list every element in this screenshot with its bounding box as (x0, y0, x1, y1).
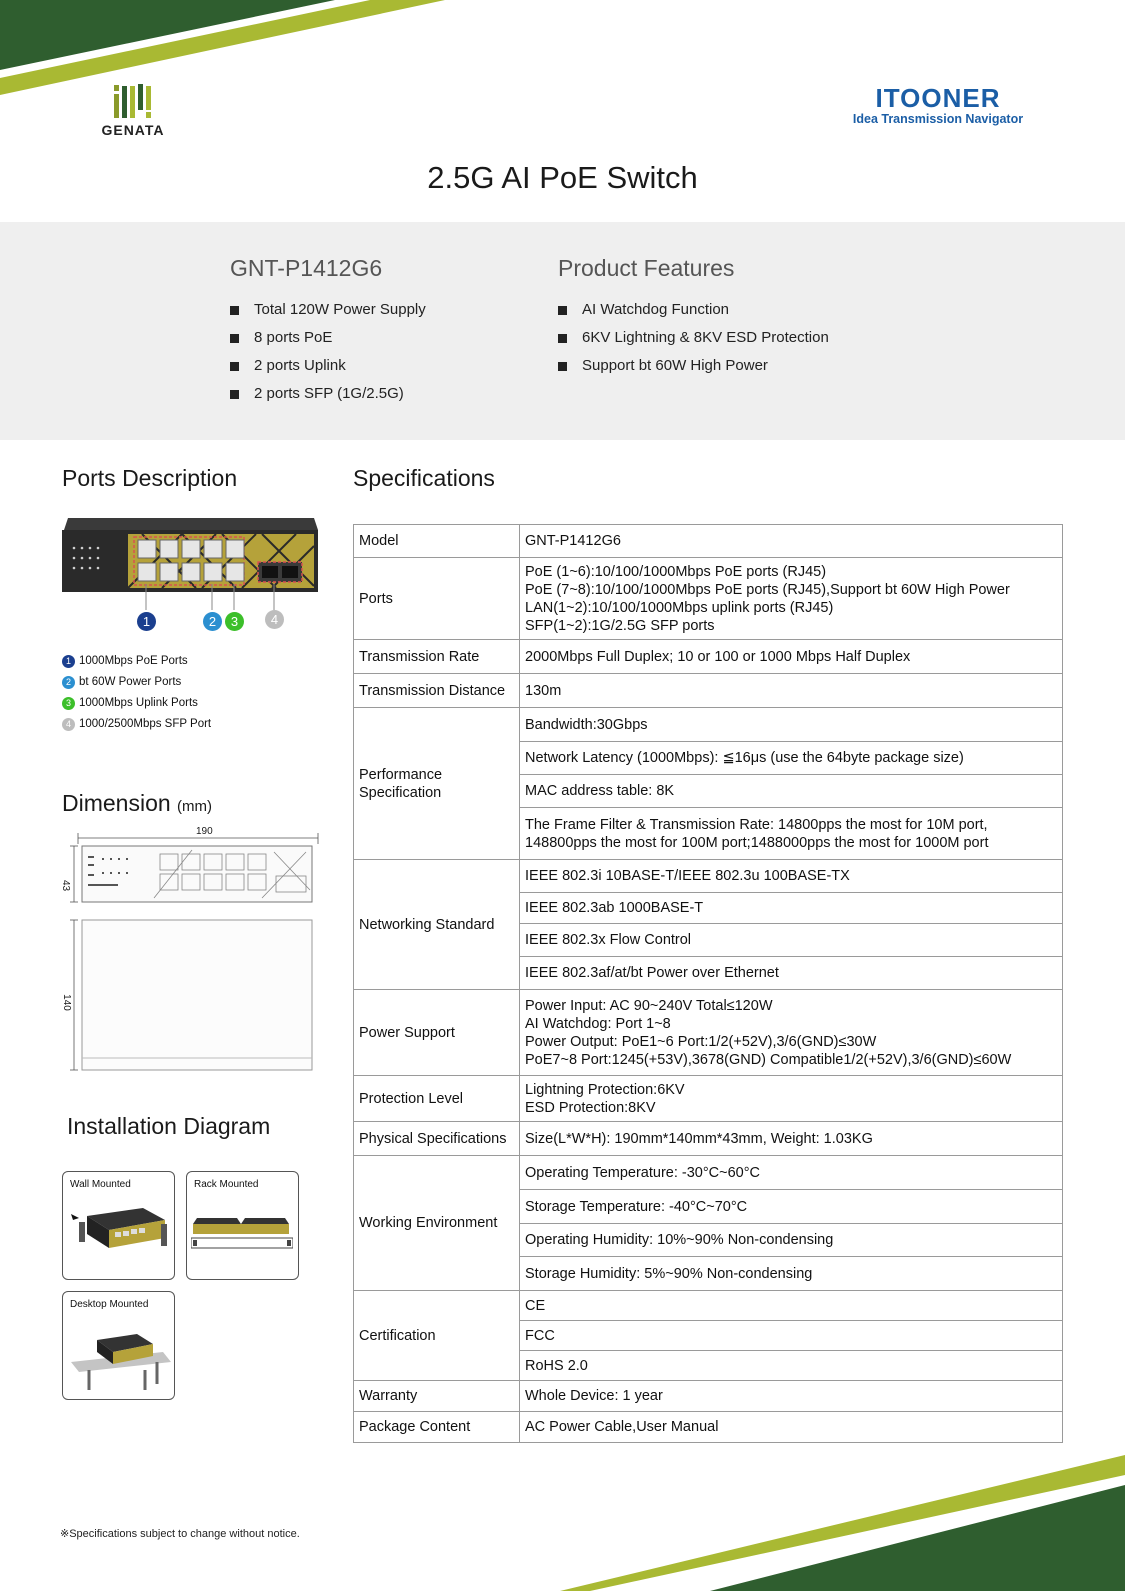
feature-bullet: Support bt 60W High Power (558, 352, 829, 380)
spec-value: IEEE 802.3ab 1000BASE-T (520, 893, 1063, 924)
dimension-front-drawing (62, 828, 324, 1078)
install-wall-mounted (62, 1171, 175, 1280)
legend-num: 3 (62, 697, 75, 710)
model-bullet: 2 ports SFP (1G/2.5G) (230, 380, 426, 408)
spec-value: 2000Mbps Full Duplex; 10 or 100 or 1000 Mbps Half Duplex (520, 640, 1063, 674)
table-row (354, 1291, 1063, 1321)
spec-line: AI Watchdog: Port 1~8 (525, 1015, 671, 1032)
genata-logo (98, 82, 168, 138)
spec-label: Transmission Distance (354, 674, 520, 708)
dimension-heading-text: Dimension (62, 790, 171, 816)
genata-logo-text: GENATA (101, 122, 165, 138)
spec-value: Size(L*W*H): 190mm*140mm*43mm, Weight: 1.03KG (520, 1122, 1063, 1156)
spec-value (520, 558, 1063, 640)
install-caption: Desktop Mounted (70, 1299, 149, 1310)
callout-4: 4 (265, 610, 284, 629)
spec-value: FCC (520, 1321, 1063, 1351)
legend-label: bt 60W Power Ports (79, 676, 182, 688)
itooner-tagline: Idea Transmission Navigator (852, 112, 1024, 126)
callout-1: 1 (137, 612, 156, 631)
spec-line: Lightning Protection:6KV (525, 1081, 685, 1098)
legend-item (62, 651, 211, 672)
spec-line: LAN(1~2):10/100/1000Mbps uplink ports (RJ45) (525, 599, 834, 616)
dimension-width-label: 190 (196, 826, 213, 837)
spec-label: Networking Standard (354, 860, 520, 990)
spec-value: 130m (520, 674, 1063, 708)
legend-label: 1000/2500Mbps SFP Port (79, 718, 212, 730)
specifications-table (353, 524, 1063, 1443)
spec-line: PoE7~8 Port:1245(+53V),3678(GND) Compatible1/2(+52V),3/6(GND)≤60W (525, 1051, 1012, 1068)
spec-value: RoHS 2.0 (520, 1351, 1063, 1381)
table-row (354, 708, 1063, 742)
spec-line: ESD Protection:8KV (525, 1099, 656, 1116)
spec-line: SFP(1~2):1G/2.5G SFP ports (525, 617, 715, 634)
top-decoration (0, 0, 460, 100)
spec-label: Transmission Rate (354, 640, 520, 674)
installation-heading: Installation Diagram (67, 1113, 271, 1139)
footnote: ※Specifications subject to change without notice. (60, 1528, 300, 1540)
ports-heading: Ports Description (62, 465, 238, 491)
spec-value: Storage Temperature: -40°C~70°C (520, 1190, 1063, 1224)
model-bullet: 8 ports PoE (230, 324, 426, 352)
spec-value: Network Latency (1000Mbps): ≦16μs (use the 64byte package size) (520, 742, 1063, 775)
model-bullet: 2 ports Uplink (230, 352, 426, 380)
legend-label: 1000Mbps PoE Ports (79, 655, 188, 667)
specifications-heading: Specifications (353, 465, 495, 491)
table-row (354, 525, 1063, 558)
spec-value: Operating Temperature: -30°C~60°C (520, 1156, 1063, 1190)
itooner-logo-text: ITOONER (875, 83, 1001, 113)
table-row (354, 558, 1063, 640)
spec-label: Physical Specifications (354, 1122, 520, 1156)
spec-line: PoE (1~6):10/100/1000Mbps PoE ports (RJ45) (525, 563, 827, 580)
table-row (354, 640, 1063, 674)
legend-num: 4 (62, 718, 75, 731)
spec-line: Power Output: PoE1~6 Port:1/2(+52V),3/6(GND)≤30W (525, 1033, 877, 1050)
legend-item (62, 714, 211, 735)
spec-value: IEEE 802.3i 10BASE-T/IEEE 802.3u 100BASE-TX (520, 860, 1063, 893)
ports-legend (62, 651, 211, 735)
legend-label: 1000Mbps Uplink Ports (79, 697, 198, 709)
table-row (354, 1381, 1063, 1412)
table-row (354, 1156, 1063, 1190)
table-row (354, 1076, 1063, 1122)
model-heading: GNT-P1412G6 (230, 255, 383, 281)
spec-label: Performance Specification (354, 708, 520, 860)
spec-label: Protection Level (354, 1076, 520, 1122)
spec-value: AC Power Cable,User Manual (520, 1412, 1063, 1443)
table-row (354, 860, 1063, 893)
install-desktop-mounted (62, 1291, 175, 1400)
spec-value: Storage Humidity: 5%~90% Non-condensing (520, 1257, 1063, 1291)
dimension-depth-label: 140 (60, 994, 72, 1011)
legend-num: 1 (62, 655, 75, 668)
spec-value: IEEE 802.3x Flow Control (520, 924, 1063, 957)
spec-label: Power Support (354, 990, 520, 1076)
spec-line: PoE (7~8):10/100/1000Mbps PoE ports (RJ45),Support bt 60W High Power (525, 581, 1010, 598)
spec-value (520, 990, 1063, 1076)
install-caption: Rack Mounted (194, 1179, 259, 1190)
spec-value: Operating Humidity: 10%~90% Non-condensing (520, 1224, 1063, 1257)
table-row (354, 674, 1063, 708)
itooner-logo (843, 84, 1033, 126)
page-title: 2.5G AI PoE Switch (427, 160, 698, 195)
model-bullet: Total 120W Power Supply (230, 296, 426, 324)
table-row (354, 1122, 1063, 1156)
features-heading: Product Features (558, 255, 735, 281)
spec-label: Certification (354, 1291, 520, 1381)
spec-label: Warranty (354, 1381, 520, 1412)
spec-value (520, 1076, 1063, 1122)
spec-value: IEEE 802.3af/at/bt Power over Ethernet (520, 957, 1063, 990)
install-rack-mounted (186, 1171, 299, 1280)
install-caption: Wall Mounted (70, 1179, 131, 1190)
spec-value: The Frame Filter & Transmission Rate: 14800pps the most for 10M port, 148800pps the most for 100M port;1488000pps the most for 1000M port (520, 808, 1063, 860)
spec-value: Bandwidth:30Gbps (520, 708, 1063, 742)
dimension-height-label: 43 (60, 879, 72, 892)
table-row (354, 1412, 1063, 1443)
feature-bullet: 6KV Lightning & 8KV ESD Protection (558, 324, 829, 352)
legend-item (62, 693, 211, 714)
spec-value: MAC address table: 8K (520, 775, 1063, 808)
spec-label: Package Content (354, 1412, 520, 1443)
callout-2: 2 (203, 612, 222, 631)
spec-label: Working Environment (354, 1156, 520, 1291)
dimension-unit: (mm) (177, 798, 213, 815)
rack-mount-illustration (191, 1214, 293, 1254)
desktop-mount-illustration (67, 1322, 171, 1392)
legend-num: 2 (62, 676, 75, 689)
spec-value: Whole Device: 1 year (520, 1381, 1063, 1412)
spec-value: GNT-P1412G6 (520, 525, 1063, 558)
bottom-decoration (560, 1455, 1125, 1591)
feature-bullet: AI Watchdog Function (558, 296, 829, 324)
wall-mount-illustration (65, 1202, 171, 1262)
legend-item (62, 672, 211, 693)
callout-3: 3 (225, 612, 244, 631)
genata-logo-mark (98, 82, 168, 120)
model-bullets (230, 296, 426, 408)
spec-label: Model (354, 525, 520, 558)
feature-bullets (558, 296, 829, 380)
spec-line: Power Input: AC 90~240V Total≤120W (525, 997, 773, 1014)
spec-label: Ports (354, 558, 520, 640)
spec-value: CE (520, 1291, 1063, 1321)
table-row (354, 990, 1063, 1076)
dimension-heading (62, 790, 212, 817)
